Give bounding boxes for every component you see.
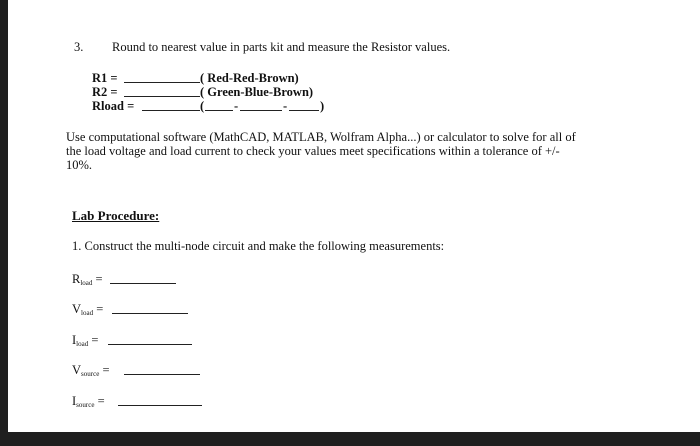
- rload-band3-line: [289, 110, 319, 111]
- r1-color-code: ( Red-Red-Brown): [200, 71, 299, 85]
- rload-sep2: -: [283, 99, 288, 113]
- iload-measure-line: [108, 344, 192, 345]
- instructions-paragraph: Use computational software (MathCAD, MATLAB, Wolfram Alpha...) or calculator to solve for all of the load voltage and load current to check your values meet specifications within a tolerance of +/- 10%.: [66, 130, 576, 172]
- r1-label: R1 =: [92, 71, 118, 85]
- iload-equals: =: [91, 333, 99, 347]
- rload-close-paren: ): [320, 99, 325, 113]
- rload-answer-line: [142, 110, 200, 111]
- isource-equals: =: [97, 394, 105, 408]
- lab-procedure-heading: Lab Procedure:: [72, 208, 160, 223]
- rload-symbol: R: [72, 272, 81, 286]
- rload-band1-line: [205, 110, 233, 111]
- isource-subscript: source: [76, 401, 95, 409]
- rload-band2-line: [240, 110, 282, 111]
- vload-subscript: load: [81, 309, 94, 317]
- rload-sep1: -: [234, 99, 239, 113]
- vsource-subscript: source: [81, 370, 100, 378]
- question-text: Round to nearest value in parts kit and measure the Resistor values.: [112, 40, 451, 54]
- r1-answer-line: [124, 82, 200, 83]
- isource-symbol: I: [72, 394, 77, 408]
- viewer-background: [0, 432, 700, 446]
- rload-measure-line: [110, 283, 176, 284]
- rload-subscript: load: [80, 279, 93, 287]
- iload-symbol: I: [72, 333, 77, 347]
- r2-color-code: ( Green-Blue-Brown): [200, 85, 314, 99]
- rload-equals: =: [95, 272, 103, 286]
- vload-symbol: V: [72, 302, 82, 316]
- rload-label: Rload =: [92, 99, 135, 113]
- vload-measure-line: [112, 313, 188, 314]
- vload-equals: =: [96, 302, 104, 316]
- rload-open-paren: (: [200, 99, 205, 113]
- procedure-step-1: 1. Construct the multi-node circuit and make the following measurements:: [72, 239, 445, 253]
- isource-measure-line: [118, 405, 202, 406]
- vsource-measure-line: [124, 374, 200, 375]
- iload-subscript: load: [76, 340, 89, 348]
- vsource-equals: =: [102, 363, 110, 377]
- r2-answer-line: [124, 96, 200, 97]
- question-number: 3.: [74, 40, 84, 54]
- r2-label: R2 =: [92, 85, 118, 99]
- vsource-symbol: V: [72, 363, 82, 377]
